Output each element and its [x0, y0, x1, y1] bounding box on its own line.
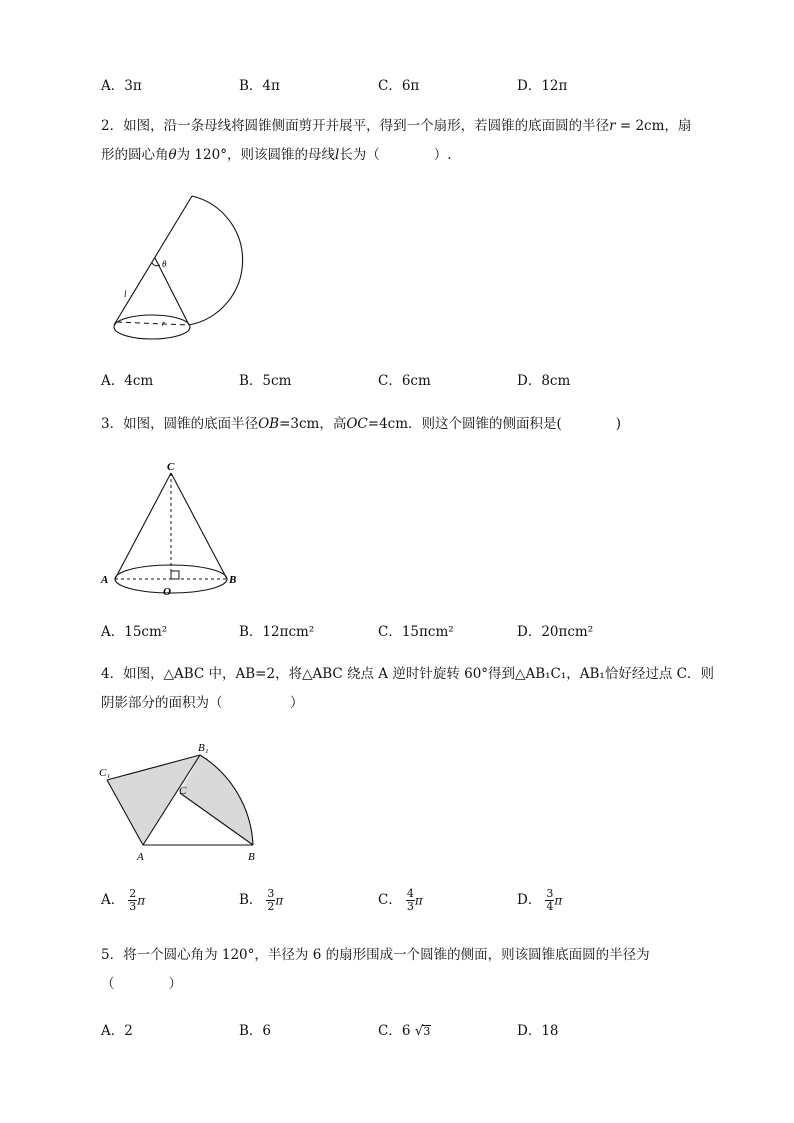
- q1-option-d: D．12π: [517, 78, 568, 94]
- label-O: O: [163, 586, 171, 598]
- q5-question-line2: （ ）: [101, 976, 182, 992]
- q4-option-b: B． $\frac{3}{2}$ π: [239, 887, 284, 913]
- label-C1: C₁: [99, 767, 111, 779]
- label-A: A: [101, 574, 109, 586]
- q4-question-line1: 4．如图，△ABC 中，AB=2，将△ABC 绕点 A 逆时针旋转 60°得到△AB₁C₁，AB₁恰好经过点 C．则: [101, 666, 714, 682]
- cone-slant-right: [171, 473, 227, 579]
- label-B1: B₁: [198, 742, 209, 754]
- q5-question-line1: 5．将一个圆心角为 120°，半径为 6 的扇形围成一个圆锥的侧面，则该圆锥底面圆的半径为: [101, 947, 650, 963]
- sqrt-symbol: √: [414, 1023, 424, 1039]
- q2-option-c: C．6cm: [378, 373, 431, 389]
- q4-rotation-figure: [95, 735, 270, 870]
- q3-question: 3．如图，圆锥的底面半径OB=3cm，高OC=4cm．则这个圆锥的侧面积是( ): [101, 416, 622, 432]
- q3-option-d: D．20πcm²: [517, 624, 594, 640]
- label-A: A: [137, 851, 144, 863]
- q1-option-a: A．3π: [101, 78, 142, 94]
- q3-option-a: A．15cm²: [101, 624, 168, 640]
- right-angle-mark: [171, 571, 179, 579]
- q5-option-a: A．2: [101, 1023, 133, 1039]
- q2-option-b: B．5cm: [239, 373, 292, 389]
- q4-option-d: D． $\frac{3}{4}$ π: [517, 887, 563, 913]
- cone-base-ellipse: [114, 315, 190, 339]
- q1-option-c: C．6π: [378, 78, 420, 94]
- label-l: l: [124, 289, 127, 299]
- q2-option-a: A．4cm: [101, 373, 154, 389]
- label-theta: θ: [162, 259, 167, 269]
- radius-dashed: [117, 322, 189, 325]
- label-C: C: [167, 461, 175, 473]
- label-B: B: [229, 574, 237, 586]
- q4-question-line2: 阴影部分的面积为（ ）: [101, 695, 304, 711]
- q1-option-b: B．4π: [239, 78, 280, 94]
- q4-option-a: A． $\frac{2}{3}$ π: [101, 887, 146, 913]
- q2-question-line2: 形的圆心角θ为 120°，则该圆锥的母线l长为（ ）.: [101, 147, 452, 163]
- label-B: B: [248, 851, 255, 863]
- sector-arc: [189, 196, 243, 325]
- cone-slant-left: [114, 196, 192, 325]
- q2-question-line1: 2．如图，沿一条母线将圆锥侧面剪开并展平，得到一个扇形，若圆锥的底面圆的半径r = 2cm，扇: [101, 118, 692, 134]
- label-C: C: [179, 785, 187, 797]
- q5-option-d: D．18: [517, 1023, 559, 1039]
- q3-option-b: B．12πcm²: [239, 624, 315, 640]
- q2-option-d: D．8cm: [517, 373, 571, 389]
- label-r: r: [162, 319, 166, 328]
- q5-option-c: C．6 √3: [378, 1023, 431, 1039]
- cone-slant-left: [115, 473, 171, 579]
- q5-option-b: B．6: [239, 1023, 272, 1039]
- q4-option-c: C． $\frac{4}{3}$ π: [378, 887, 423, 913]
- shaded-region-left: [107, 755, 200, 845]
- q3-cone-figure: [95, 455, 245, 605]
- q3-option-c: C．15πcm²: [378, 624, 454, 640]
- q2-cone-sector-figure: [100, 185, 250, 355]
